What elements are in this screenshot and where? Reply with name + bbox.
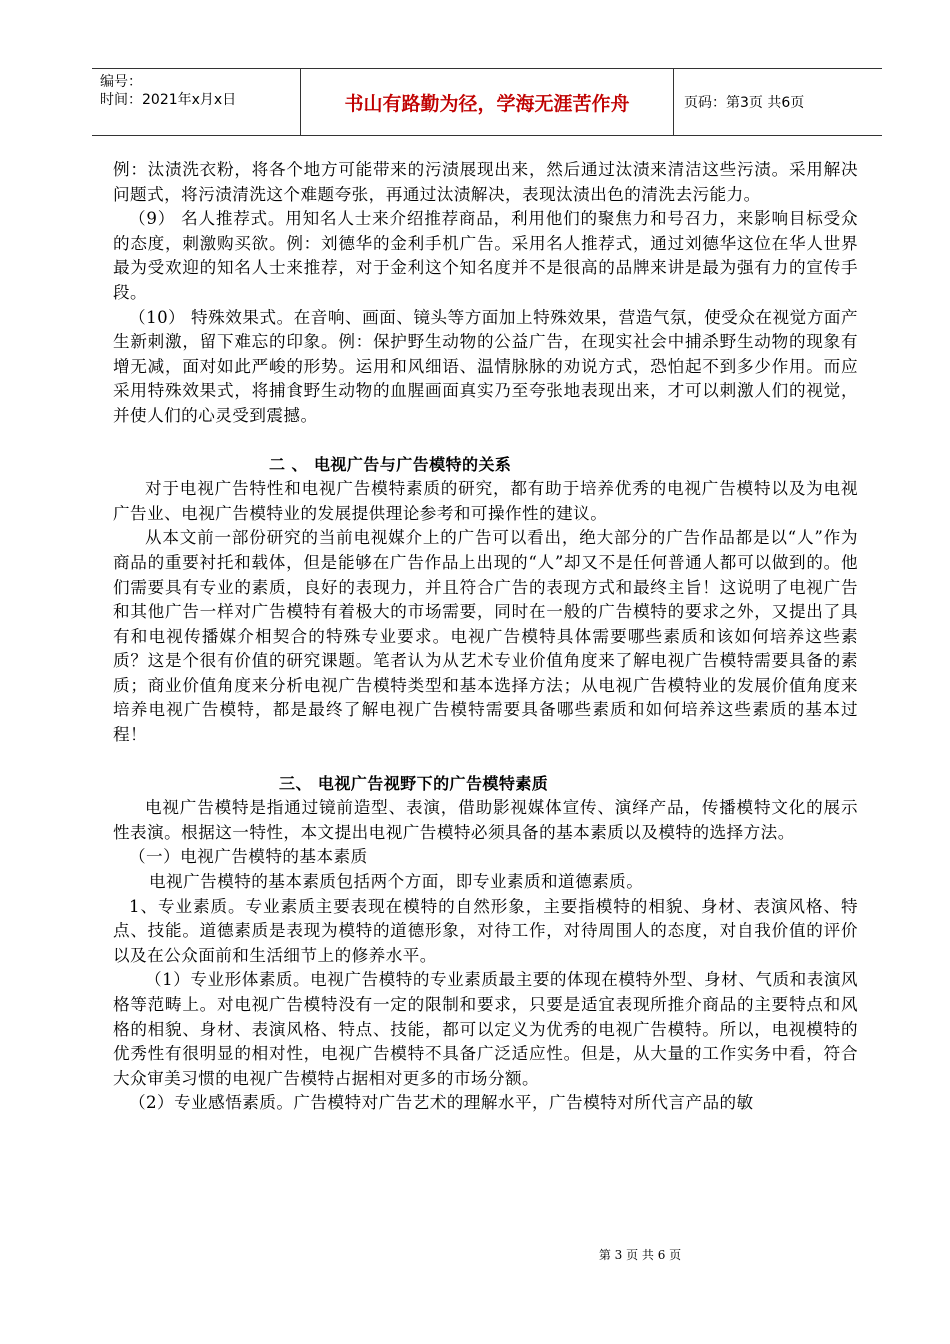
paragraph: 对于电视广告特性和电视广告模特素质的研究，都有助于培养优秀的电视广告模特以及为电视广告业、电视广告模特业的发展提供理论参考和可操作性的建议。 bbox=[113, 479, 858, 523]
paragraph: 例：汰渍洗衣粉，将各个地方可能带来的污渍展现出来，然后通过汰渍来清洁这些污渍。采用解决问题式，将污渍清洗这个难题夸张，再通过汰渍解决，表现汰渍出色的清洗去污能力。 bbox=[113, 160, 858, 204]
paragraph: （9） 名人推荐式。用知名人士来介绍推荐商品，利用他们的聚焦力和号召力，来影响目标受众的态度，刺激购买欲。例：刘德华的金利手机广告。采用名人推荐式，通过刘德华这位在华人世界最为受欢迎的知名人士来推荐，对于金利这个知名度并不是很高的品牌来讲是最为强有力的宣传手段。 bbox=[113, 209, 858, 302]
paragraph: （1）专业形体素质。电视广告模特的专业素质最主要的体现在模特外型、身材、气质和表演风格等范畴上。对电视广告模特没有一定的限制和要求，只要是适宜表现所推介商品的主要特点和风格的相貌、身材、表演风格、特点、技能，都可以定义为优秀的电视广告模特。所以，电视模特的优秀性有很明显的相对性，电视广告模特不具备广泛适应性。但是，从大量的工作实务中看，符合大众审美习惯的电视广告模特占据相对更多的市场分额。 bbox=[113, 970, 858, 1088]
paragraph: 从本文前一部份研究的当前电视媒介上的广告可以看出，绝大部分的广告作品都是以“人”作为商品的重要衬托和载体，但是能够在广告作品上出现的“人”却又不是任何普通人都可以做到的。他们需要具有专业的素质，良好的表现力，并且符合广告的表现方式和最终主旨！这说明了电视广告和其他广告一样对广告模特有着极大的市场需要，同时在一般的广告模特的要求之外，又提出了具有和电视传播媒介相契合的特殊专业要求。电视广告模特具体需要哪些素质和该如何培养这些素质？这是个很有价值的研究课题。笔者认为从艺术专业价值角度来了解电视广告模特需要具备的素质；商业价值角度来分析电视广告模特类型和基本选择方法；从电视广告模特业的发展价值角度来培养电视广告模特，都是最终了解电视广告模特需要具备哪些素质和如何培养这些素质的基本过程！ bbox=[113, 528, 858, 745]
section-heading: 三、 电视广告视野下的广告模特素质 bbox=[279, 773, 549, 793]
header-page-label: 页码：第3页 共6页 bbox=[684, 95, 805, 111]
header-motto: 书山有路勤为径，学海无涯苦作舟 bbox=[301, 69, 674, 135]
page-header bbox=[92, 68, 882, 136]
header-info-cell bbox=[92, 69, 301, 135]
time-label: 时间：2021年x月x日 bbox=[100, 92, 237, 108]
paragraph: 1、专业素质。专业素质主要表现在模特的自然形象，主要指模特的相貌、身材、表演风格、特点、技能。道德素质是表现为模特的道德形象，对待工作，对待周围人的态度，对自我价值的评价以及在公众面前和生活细节上的修养水平。 bbox=[113, 896, 858, 965]
paragraph: （2）专业感悟素质。广告模特对广告艺术的理解水平，广告模特对所代言产品的敏 bbox=[129, 1093, 754, 1113]
paragraph: （10） 特殊效果式。在音响、画面、镜头等方面加上特殊效果，营造气氛，使受众在视觉方面产生新刺激，留下难忘的印象。例：保护野生动物的公益广告，在现实社会中捕杀野生动物的现象有增无减，面对如此严峻的形势。运用和风细语、温情脉脉的劝说方式，恐怕起不到多少作用。而应采用特殊效果式，将捕食野生动物的血腥画面真实乃至夸张地表现出来，才可以刺激人们的视觉，并使人们的心灵受到震撼。 bbox=[113, 307, 858, 425]
document-body bbox=[113, 158, 858, 1116]
section-heading: 二 、 电视广告与广告模特的关系 bbox=[269, 454, 512, 474]
paragraph: 电视广告模特的基本素质包括两个方面，即专业素质和道德素质。 bbox=[149, 872, 644, 892]
subsection-heading: （一）电视广告模特的基本素质 bbox=[129, 847, 368, 867]
paragraph: 电视广告模特是指通过镜前造型、表演，借助影视媒体宣传、演绎产品，传播模特文化的展示性表演。根据这一特性，本文提出电视广告模特必须具备的基本素质以及模特的选择方法。 bbox=[113, 798, 858, 842]
page-footer: 第 3 页 共 6 页 bbox=[598, 1248, 682, 1262]
number-label: 编号： bbox=[100, 74, 142, 90]
